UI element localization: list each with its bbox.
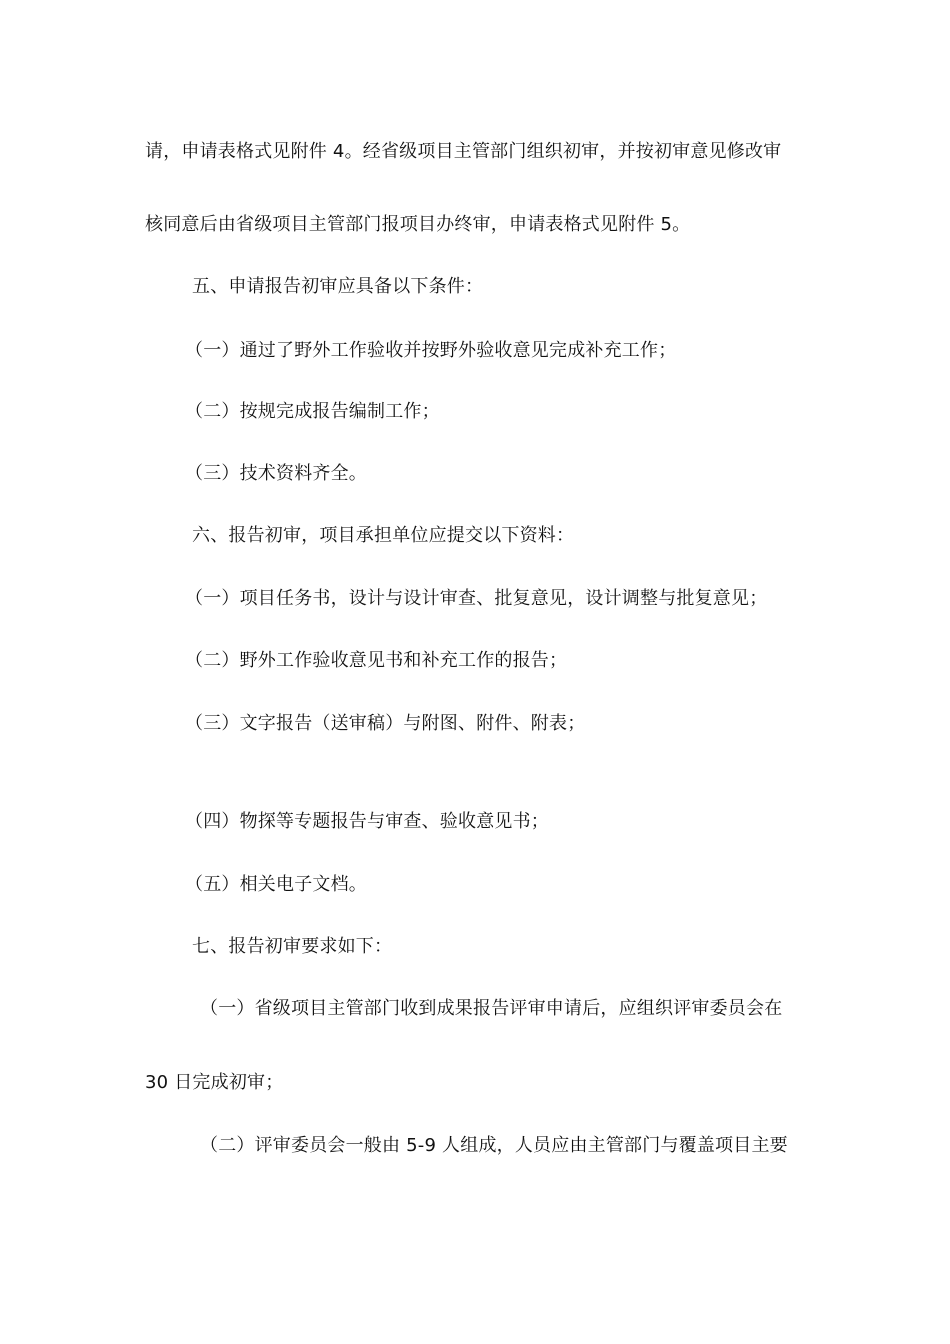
paragraph-line: 30 日完成初审； [145, 1072, 284, 1093]
section-heading: 五、申请报告初审应具备以下条件： [192, 276, 484, 297]
list-item: （三）文字报告（送审稿）与附图、附件、附表； [185, 713, 586, 734]
section-heading: 六、报告初审，项目承担单位应提交以下资料： [192, 525, 575, 546]
section-heading: 七、报告初审要求如下： [192, 936, 393, 957]
list-item: （二）按规完成报告编制工作； [185, 401, 440, 422]
list-item: （一）通过了野外工作验收并按野外验收意见完成补充工作； [185, 340, 677, 361]
list-item: （二）评审委员会一般由 5-9 人组成，人员应由主管部门与覆盖项目主要 [200, 1135, 788, 1156]
list-item: （一）省级项目主管部门收到成果报告评审申请后，应组织评审委员会在 [200, 998, 783, 1019]
list-item: （五）相关电子文档。 [185, 874, 367, 895]
list-item: （三）技术资料齐全。 [185, 463, 367, 484]
list-item: （一）项目任务书，设计与设计审查、批复意见，设计调整与批复意见； [185, 588, 768, 609]
paragraph-line: 核同意后由省级项目主管部门报项目办终审，申请表格式见附件 5。 [145, 214, 691, 235]
paragraph-line: 请，申请表格式见附件 4。经省级项目主管部门组织初审，并按初审意见修改审 [145, 141, 782, 162]
list-item: （二）野外工作验收意见书和补充工作的报告； [185, 650, 568, 671]
list-item: （四）物探等专题报告与审查、验收意见书； [185, 811, 549, 832]
